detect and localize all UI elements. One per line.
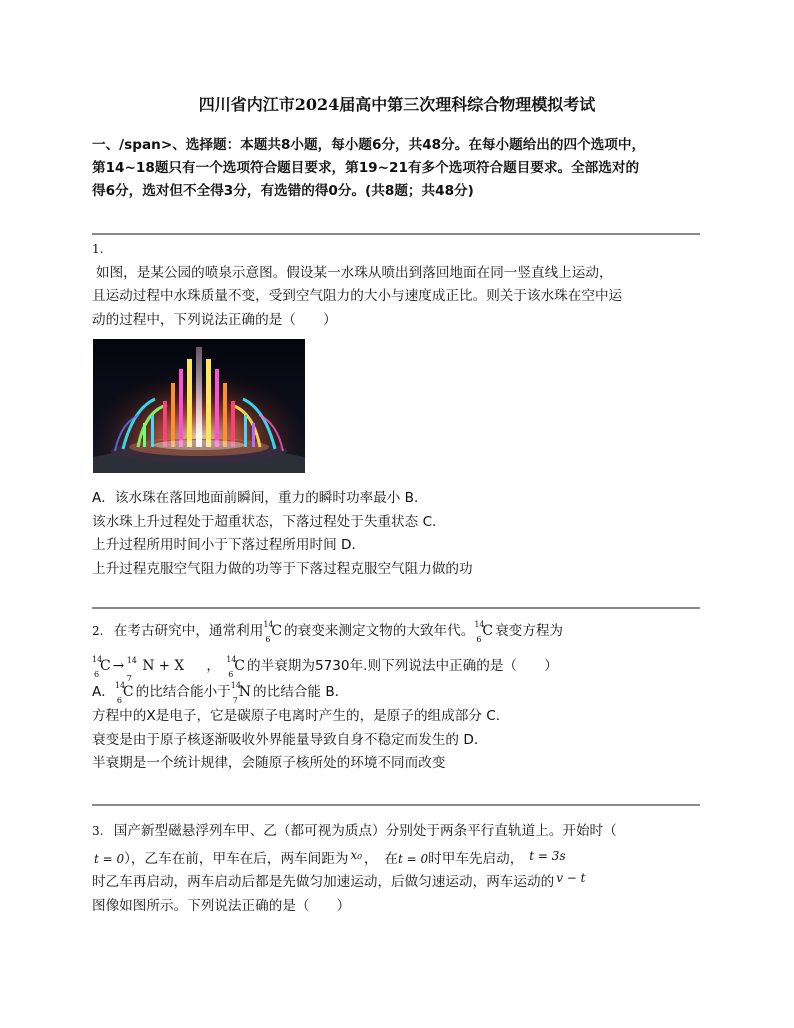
equation-product: N + X [142,658,185,674]
section-intro [92,134,704,203]
fountain-photo [93,339,305,473]
stem-text: 的半衰期为5730年.则下列说法中正确的是（ ） [247,658,558,674]
isotope-carbon-14: 14 6 C [226,655,246,679]
intro-line-1: 一、/span>、选择题：本题共8小题，每小题6分，共48分。在每小题给出的四个选项中， [92,137,646,153]
option-d: 上升过程克服空气阻力做的功等于下落过程克服空气阻力做的功 [92,560,473,577]
option-c: 衰变是由于原子核逐渐吸收外界能量导致自身不稳定而发生的 D． [92,731,488,748]
divider-1 [92,233,700,235]
isotope-carbon-14: 14 6 C [474,620,494,644]
decay-equation-line: 14 6 C → 14 7 N + X ， 14 6 C 的半衰期为5730年.则下列说法中正确的是（ ） [92,655,558,683]
isotope-carbon-14: 14 6 C [263,620,283,644]
option-label: A． [92,684,115,700]
stem-text: 国产新型磁悬浮列车甲、乙（都可视为质点）分别处于两条平行直轨道上。开始时（ [113,823,617,839]
question-number: 1. [92,242,104,256]
option-b: 方程中的X是电子，它是碳原子电离时产生的，是原子的组成部分 C． [92,708,510,724]
question-stem: 如图，是某公园的喷泉示意图。假设某一水珠从喷出到落回地面在同一竖直线上运动， [96,264,613,281]
page-title: 四川省内江市2024届高中第三次理科综合物理模拟考试 [198,95,596,114]
divider-2 [92,607,700,609]
option-text: 的比结合能小于 [135,684,231,700]
math-t3s: t = 3s [529,848,566,863]
question-stem: 图像如图所示。下列说法正确的是（ ） [92,897,351,914]
question-stem: 动的过程中，下列说法正确的是（ ） [92,311,337,328]
question-2 [92,620,704,776]
option-a [92,681,704,705]
math-vt: v − t [556,871,586,885]
option-b: 该水珠上升过程处于超重状态，下落过程处于失重状态 C． [92,513,446,530]
math-t0: t = 0 [94,851,125,866]
option-a: A．该水珠在落回地面前瞬间，重力的瞬时功率最小 B． [92,490,428,506]
question-stem [92,848,704,872]
question-1-options [92,487,704,581]
intro-line-3: 得6分，选对但不全得3分，有选错的得0分。(共8题；共48分) [92,183,474,199]
option-c: 上升过程所用时间小于下落过程所用时间 D． [92,537,366,553]
divider-3 [92,804,700,806]
question-number: 2. [92,624,104,638]
isotope-carbon-14: 14 6 C [92,655,111,679]
stem-text: ），乙车在前，甲车在后，两车间距为 [124,850,349,867]
question-stem [92,871,704,895]
stem-text: 时乙车再启动，两车启动后都是先做匀加速运动，后做匀速运动，两车运动的 [92,874,555,890]
stem-text: ， 在 [364,850,398,867]
arrow-icon: → [112,658,125,674]
question-3 [92,820,704,918]
isotope-nitrogen-14: 14 7 N [230,681,252,705]
question-stem: 且运动过程中水珠质量不变，受到空气阻力的大小与速度成正比。则关于该水珠在空中运 [92,288,623,304]
math-t0: t = 0 [398,851,429,866]
option-text: 的比结合能 B． [253,684,349,700]
isotope-carbon-14: 14 6 C [114,681,134,705]
stem-text: 的衰变来测定文物的大致年代。 [284,623,475,639]
question-1 [92,238,704,332]
stem-text: 衰变方程为 [495,623,564,639]
question-number: 3. [92,824,104,838]
stem-text: 时甲车先启动， [428,850,524,867]
question-stem [92,620,704,645]
intro-line-2: 第14~18题只有一个选项符合题目要求，第19~21有多个选项符合题目要求。全部选对的 [92,160,640,176]
question-stem [92,820,704,844]
math-x0: x₀ [350,847,363,862]
option-d: 半衰期是一个统计规律，会随原子核所处的环境不同而改变 [92,755,446,771]
punctuation: ， [206,658,220,674]
stem-text: 在考古研究中，通常利用 [113,623,264,639]
